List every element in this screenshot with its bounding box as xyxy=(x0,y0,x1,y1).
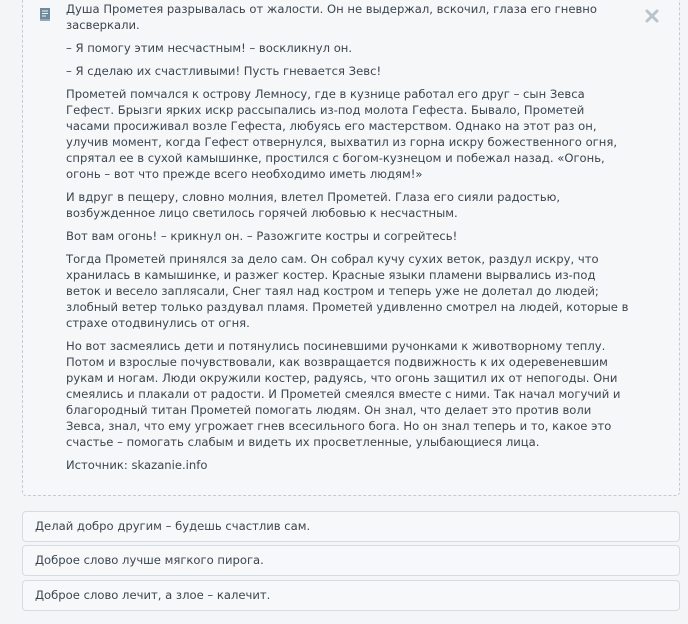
story-panel xyxy=(22,0,680,496)
story-text xyxy=(66,1,631,480)
story-paragraph: Но вот засмеялись дети и потянулись посиневшими ручонками к животворному теплу. Потом и взрослые почувствовали, как возвращается подвижность к их одеревеневшим рукам и ногам. Люди окружили костер, радуясь, что огонь защитил их от непогоды. Они смеялись и плакали от радости. И Прометей смеялся вместе с ними. Так начал могучий и благородный титан Прометей помогать людям. Он знал, что делает это против воли Зевса, знал, что ему угрожает гнев всесильного бога. Но он знал теперь и то, какое это счастье – помогать слабым и видеть их просветленные, улыбающиеся лица. xyxy=(66,339,621,449)
story-paragraph: – Я помогу этим несчастным! – воскликнул он. xyxy=(66,41,353,55)
story-paragraph: И вдруг в пещеру, словно молния, влетел Прометей. Глаза его сияли радостью, возбужденное лицо светилось горячей любовью к несчастным. xyxy=(66,190,561,220)
story-paragraph: Тогда Прометей принялся за дело сам. Он собрал кучу сухих веток, раздул искру, что хранилась в камышинке, и разжег костер. Красные языки пламени вырвались из-под веток и весело заплясали, Снег таял над костром и теперь уже не долетал до людей; злобный ветер только раздувал пламя. Прометей удивленно смотрел на людей, которые в страхе отодвинулись от огня. xyxy=(66,252,629,330)
answer-option-1[interactable]: Делай добро другим – будешь счастлив сам. xyxy=(22,511,680,542)
story-paragraph: – Я сделаю их счастливыми! Пусть гневается Зевс! xyxy=(66,64,382,78)
source-line: Источник: skazanie.info xyxy=(66,458,208,472)
answer-option-2[interactable]: Доброе слово лучше мягкого пирога. xyxy=(22,545,680,576)
close-icon[interactable] xyxy=(645,9,659,23)
story-paragraph: Душа Прометея разрывалась от жалости. Он не выдержал, вскочил, глаза его гневно засверкали. xyxy=(66,2,597,32)
story-paragraph: Вот вам огонь! – крикнул он. – Разожгите костры и согрейтесь! xyxy=(66,229,458,243)
book-icon xyxy=(36,5,54,23)
answer-option-3[interactable]: Доброе слово лечит, а злое – калечит. xyxy=(22,580,680,611)
story-paragraph: Прометей помчался к острову Лемносу, где в кузнице работал его друг – сын Зевса Гефест. Брызги ярких искр рассыпались из-под молота Гефеста. Бывало, Прометей часами просиживал возле Гефеста, любуясь его мастерством. Однако на этот раз он, улучив момент, когда Гефест отвернулся, выхватил из горна искру божественного огня, спрятал ее в сухой камышинке, простился с богом-кузнецом и побежал назад. «Огонь, огонь – вот что прежде всего необходимо иметь людям!» xyxy=(66,87,618,181)
